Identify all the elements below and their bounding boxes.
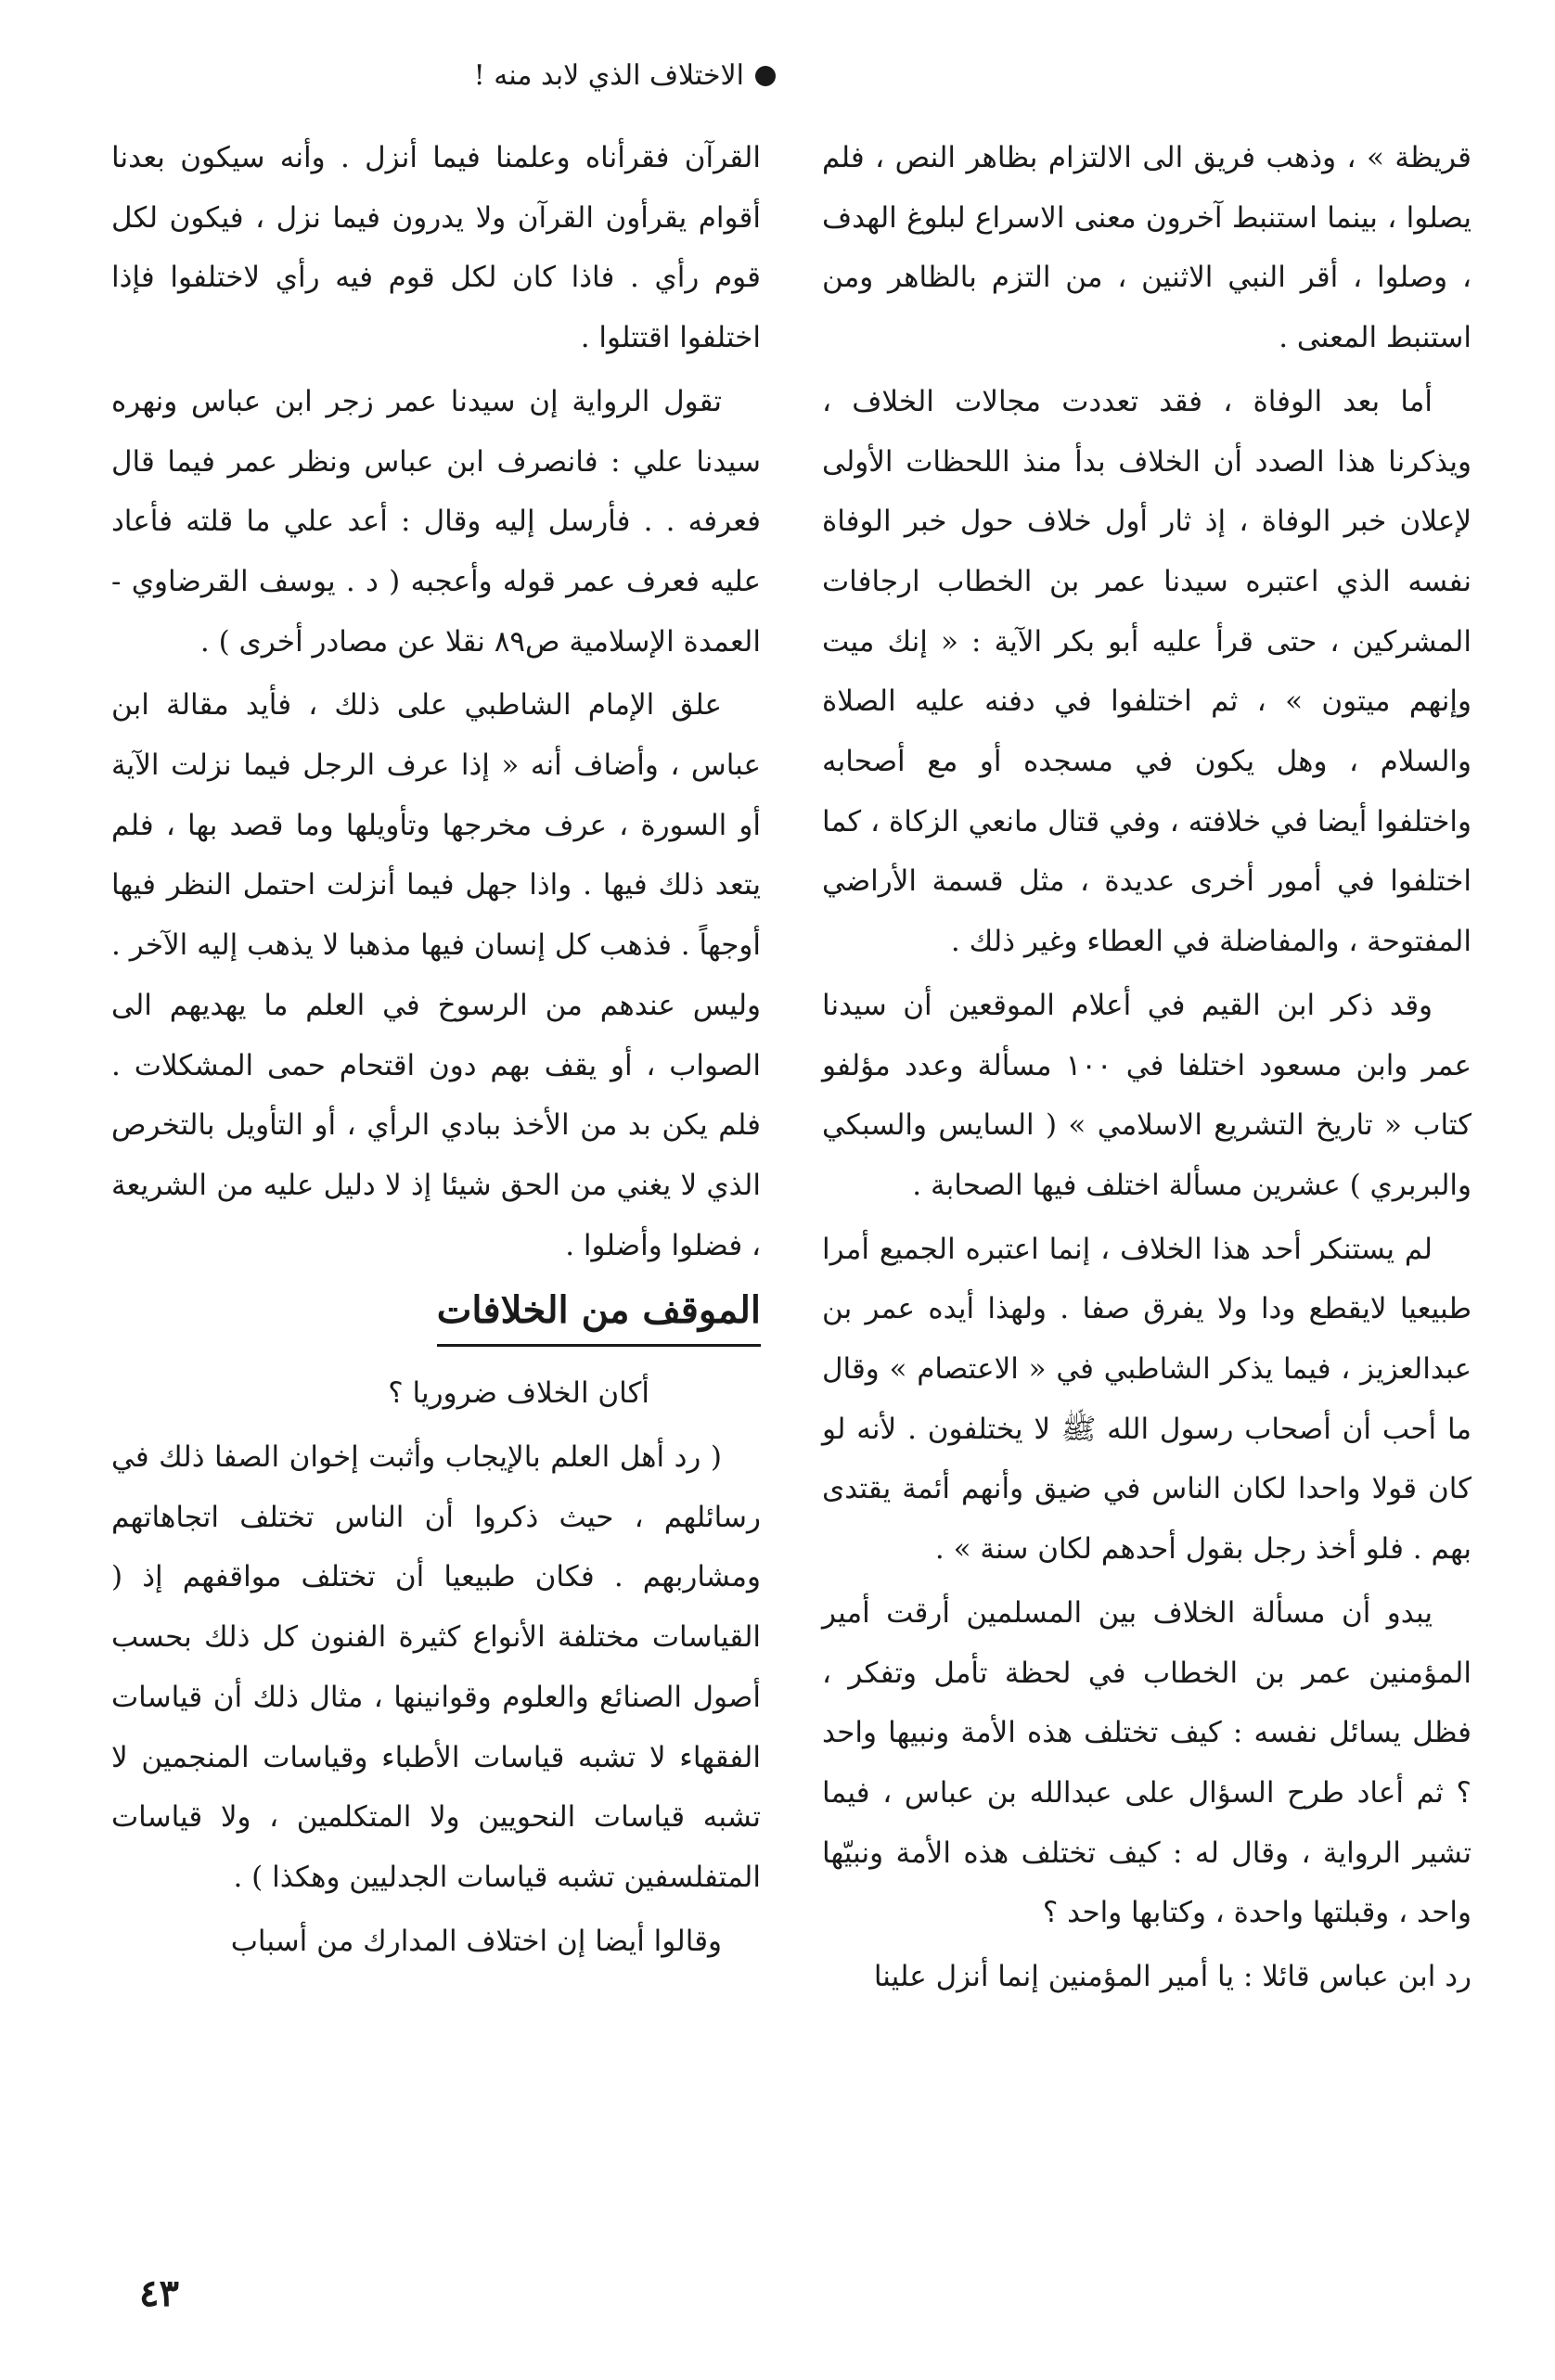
paragraph: علق الإمام الشاطبي على ذلك ، فأيد مقالة ابن عباس ، وأضاف أنه « إذا عرف الرجل فيما نزلت الآية أو السورة ، عرف مخرجها وتأويلها وما قصد بها ، فلم يتعد ذلك فيها . واذا جهل فيما أنزلت احتمل النظر فيها أوجهاً . فذهب كل إنسان فيها مذهبا لا يذهب إليه الآخر . وليس عندهم من الرسوخ في العلم ما يهديهم الى الصواب ، أو يقف بهم دون اقتحام حمى المشكلات . فلم يكن بد من الأخذ ببادي الرأي ، أو التأويل بالتخرص الذي لا يغني من الحق شيئا إذ لا دليل عليه من الشريعة ، فضلوا وأضلوا . [111,688,761,1262]
paragraph: القرآن فقرأناه وعلمنا فيما أنزل . وأنه سيكون بعدنا أقوام يقرأون القرآن ولا يدرون فيما نزل ، فيكون لكل قوم رأي . فاذا كان لكل قوم فيه رأي لاختلفوا فإذا اختلفوا اقتتلوا . [111,141,761,355]
paragraph: ( رد أهل العلم بالإيجاب وأثبت إخوان الصفا ذلك في رسائلهم ، حيث ذكروا أن الناس تختلف اتجاهاتهم ومشاربهم . فكان طبيعيا أن تختلف مواقفهم إذ ( القياسات مختلفة الأنواع كثيرة الفنون كل ذلك بحسب أصول الصنائع والعلوم وقوانينها ، مثال ذلك أن قياسات الفقهاء لا تشبه قياسات الأطباء وقياسات المنجمين لا تشبه قياسات النحويين ولا المتكلمين ، ولا قياسات المتفلسفين تشبه قياسات الجدليين وهكذا ) . [111,1440,761,1894]
section-heading [111,1281,761,1347]
running-header [108,58,776,95]
paragraph: تقول الرواية إن سيدنا عمر زجر ابن عباس ونهره سيدنا علي : فانصرف ابن عباس ونظر عمر فيما قال فعرفه . . فأرسل إليه وقال : أعد علي ما قلته فأعاد عليه فعرف عمر قوله وأعجبه ( د . يوسف القرضاوي - العمدة الإسلامية ص٨٩ نقلا عن مصادر أخرى ) . [111,384,761,659]
left-column [111,128,761,1971]
section-question: أكان الخلاف ضروريا ؟ [388,1376,649,1411]
paragraph: وقالوا أيضا إن اختلاف المدارك من أسباب [230,1924,722,1958]
chapter-title: الاختلاف الذي لابد منه ! [473,59,744,92]
bullet-icon [755,66,776,86]
paragraph: لم يستنكر أحد هذا الخلاف ، إنما اعتبره الجميع أمرا طبيعيا لايقطع ودا ولا يفرق صفا . ولهذا أيده عمر بن عبدالعزيز ، فيما يذكر الشاطبي في « الاعتصام » وقال ما أحب أن أصحاب رسول الله ﷺ لا يختلفون . لأنه لو كان قولا واحدا لكان الناس في ضيق وأنهم أئمة يقتدى بهم . فلو أخذ رجل بقول أحدهم لكان سنة » . [822,1232,1472,1567]
paragraph: رد ابن عباس قائلا : يا أمير المؤمنين إنما أنزل علينا [873,1960,1471,1994]
right-column [822,128,1471,2007]
paragraph: يبدو أن مسألة الخلاف بين المسلمين أرقت أمير المؤمنين عمر بن الخطاب في لحظة تأمل وتفكر ، فظل يسائل نفسه : كيف تختلف هذه الأمة ونبيها واحد ؟ ثم أعاد طرح السؤال على عبدالله بن عباس ، فيما تشير الرواية ، وقال له : كيف تختلف هذه الأمة ونبيّها واحد ، وقبلتها واحدة ، وكتابها واحد ؟ [822,1595,1471,1930]
page-number: ٤٣ [139,2271,179,2315]
paragraph: وقد ذكر ابن القيم في أعلام الموقعين أن سيدنا عمر وابن مسعود اختلفا في ١٠٠ مسألة وعدد مؤلفو كتاب « تاريخ التشريع الاسلامي » ( السايس والسبكي والبربري ) عشرين مسألة اختلف فيها الصحابة . [822,988,1471,1202]
section-heading-text: الموقف من الخلافات [437,1281,761,1347]
paragraph: أما بعد الوفاة ، فقد تعددت مجالات الخلاف ، ويذكرنا هذا الصدد أن الخلاف بدأ منذ اللحظات الأولى لإعلان خبر الوفاة ، إذ ثار أول خلاف حول خبر الوفاة نفسه الذي اعتبره سيدنا عمر بن الخطاب ارجافات المشركين ، حتى قرأ عليه أبو بكر الآية : « إنك ميت وإنهم ميتون » ، ثم اختلفوا في دفنه عليه الصلاة والسلام ، وهل يكون في مسجده أو مع أصحابه واختلفوا أيضا في خلافته ، وفي قتال مانعي الزكاة ، كما اختلفوا في أمور أخرى عديدة ، مثل قسمة الأراضي المفتوحة ، والمفاضلة في العطاء وغير ذلك . [822,384,1471,959]
paragraph: قريظة » ، وذهب فريق الى الالتزام بظاهر النص ، فلم يصلوا ، بينما استنبط آخرون معنى الاسراع لبلوغ الهدف ، وصلوا ، أقر النبي الاثنين ، من التزم بالظاهر ومن استنبط المعنى . [822,141,1471,355]
